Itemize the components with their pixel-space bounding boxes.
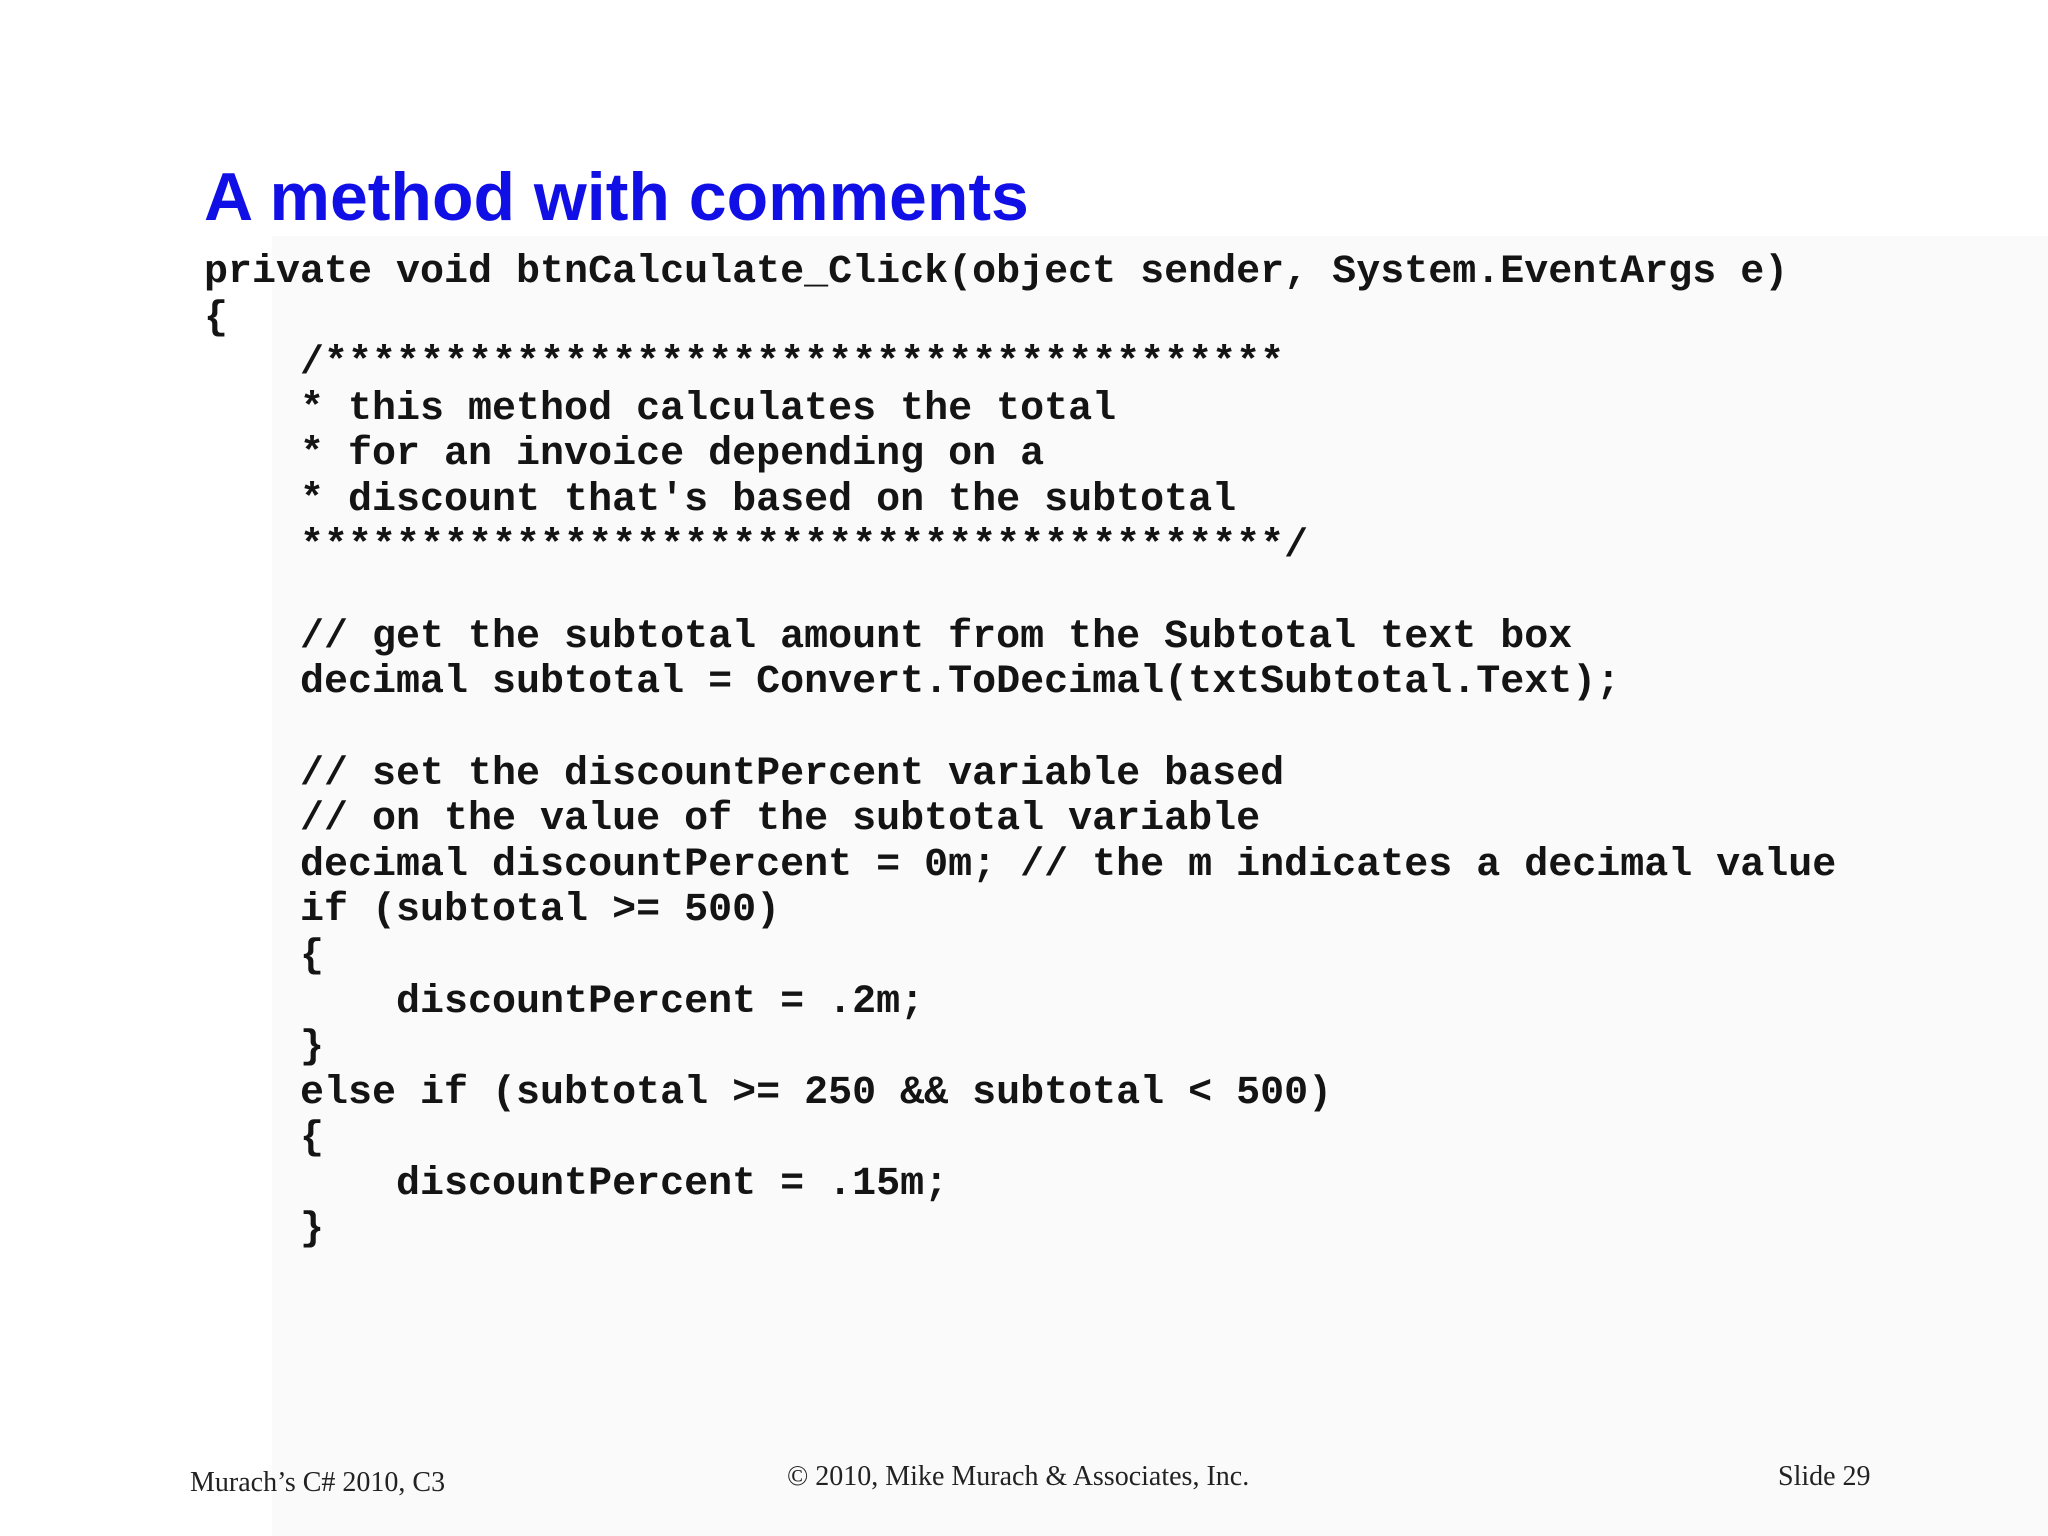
code-line: [204, 569, 1836, 615]
code-line: [204, 706, 1836, 752]
code-line: /****************************************: [204, 341, 1285, 387]
code-line: decimal subtotal = Convert.ToDecimal(txtSubtotal.Text);: [204, 660, 1621, 706]
code-block: [204, 250, 1836, 1253]
footer-copyright: © 2010, Mike Murach & Associates, Inc.: [787, 1461, 1250, 1492]
code-line: {: [204, 295, 229, 341]
footer-slide-number: Slide 29: [1778, 1461, 1871, 1492]
footer-book-title: Murach’s C# 2010, C3: [190, 1467, 446, 1498]
code-line: * discount that's based on the subtotal: [204, 477, 1237, 523]
code-line: // get the subtotal amount from the Subtotal text box: [204, 614, 1573, 660]
code-line: discountPercent = .2m;: [204, 979, 925, 1025]
code-line: if (subtotal >= 500): [204, 888, 781, 934]
code-line: discountPercent = .15m;: [204, 1161, 949, 1207]
code-line: private void btnCalculate_Click(object sender, System.EventArgs e): [204, 250, 1789, 295]
code-line: {: [204, 933, 325, 979]
code-line: * for an invoice depending on a: [204, 432, 1045, 478]
slide-title: A method with comments: [204, 159, 1029, 235]
code-line: *****************************************/: [204, 523, 1309, 569]
code-line: decimal discountPercent = 0m; // the m indicates a decimal value: [204, 842, 1837, 888]
code-line: // on the value of the subtotal variable: [204, 797, 1261, 843]
code-line: }: [204, 1025, 325, 1071]
code-line: }: [204, 1207, 325, 1253]
code-line: else if (subtotal >= 250 && subtotal < 500): [204, 1070, 1333, 1116]
code-line: {: [204, 1116, 325, 1162]
code-line: * this method calculates the total: [204, 386, 1117, 432]
code-line: // set the discountPercent variable based: [204, 751, 1285, 797]
